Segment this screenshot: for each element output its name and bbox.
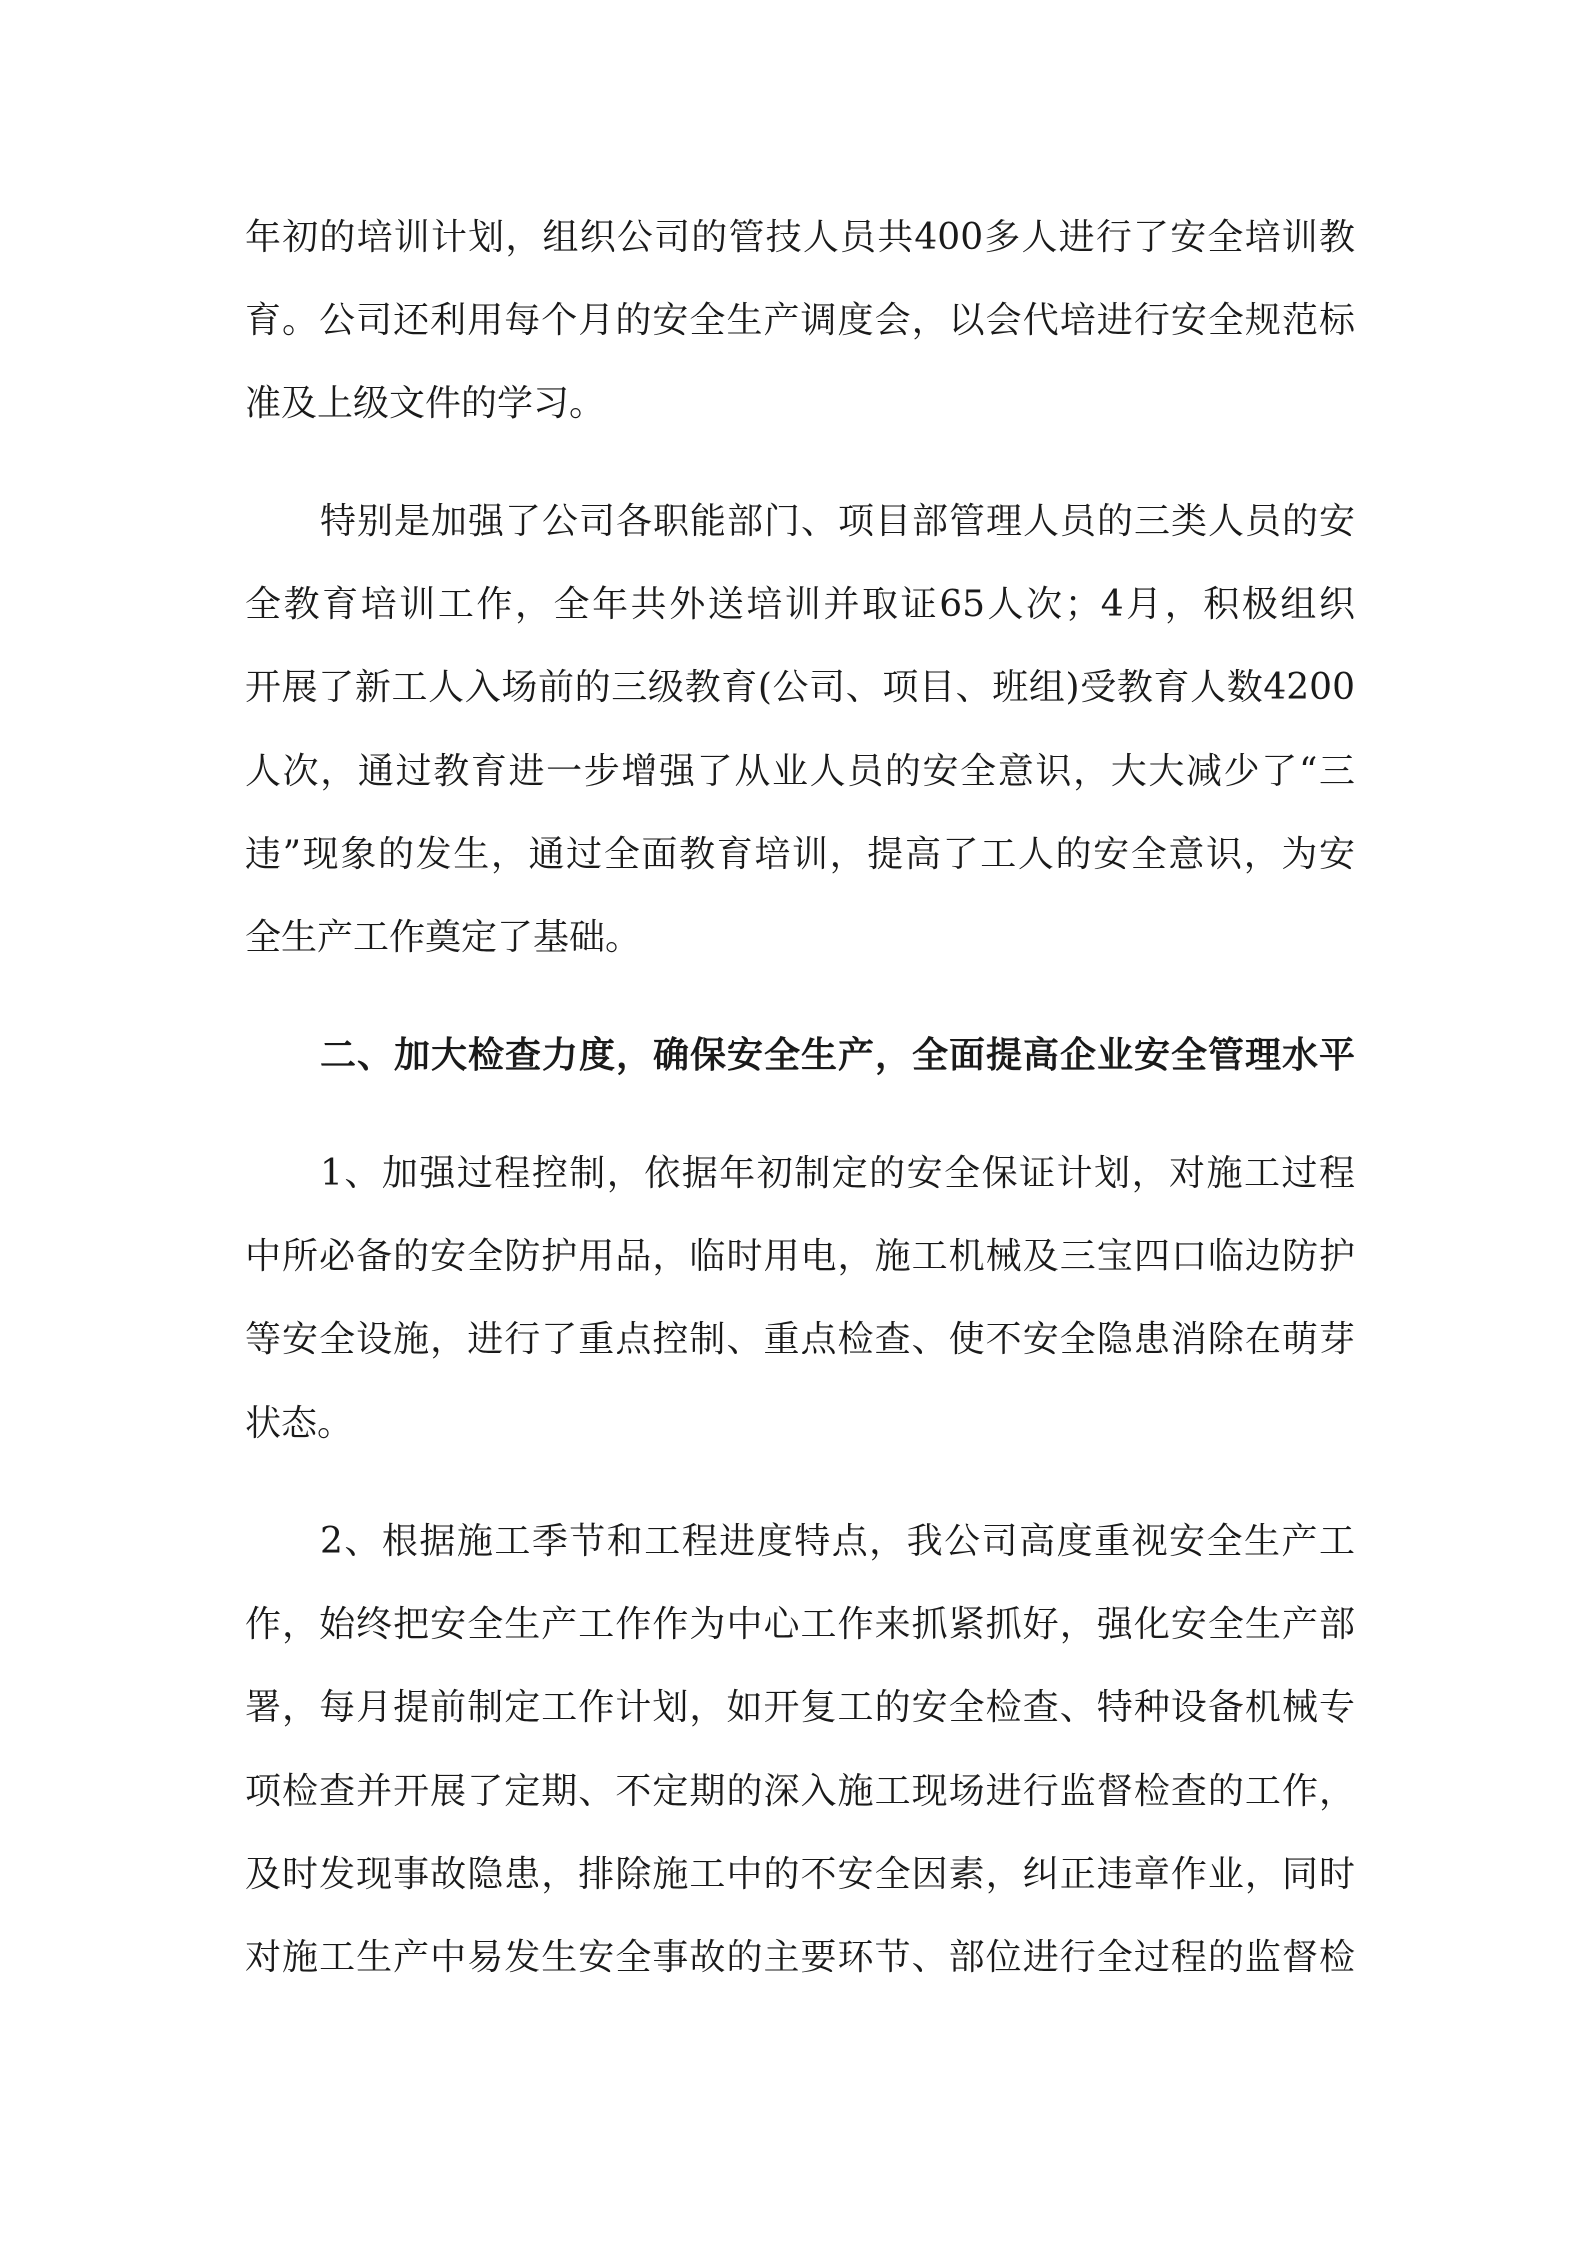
paragraph-1-line-3: 准及上级文件的学习。 bbox=[245, 383, 606, 424]
paragraph-2-line-1: 特别是加强了公司各职能部门、项目部管理人员的三类人员的安 bbox=[320, 501, 1355, 542]
paragraph-3-line-2: 中所必备的安全防护用品，临时用电，施工机械及三宝四口临边防护 bbox=[245, 1236, 1355, 1277]
section-heading: 二、加大检查力度，确保安全生产，全面提高企业安全管理水平 bbox=[320, 1034, 1355, 1076]
paragraph-3-line-3: 等安全设施，进行了重点控制、重点检查、使不安全隐患消除在萌芽 bbox=[245, 1319, 1355, 1360]
paragraph-4-line-6: 对施工生产中易发生安全事故的主要环节、部位进行全过程的监督检 bbox=[245, 1937, 1355, 1978]
paragraph-3-line-1: 1、加强过程控制，依据年初制定的安全保证计划，对施工过程 bbox=[320, 1153, 1355, 1194]
paragraph-2-line-2: 全教育培训工作，全年共外送培训并取证65人次；4月，积极组织 bbox=[245, 584, 1355, 625]
paragraph-4-line-4: 项检查并开展了定期、不定期的深入施工现场进行监督检查的工作， bbox=[245, 1771, 1355, 1812]
paragraph-4-line-1: 2、根据施工季节和工程进度特点，我公司高度重视安全生产工 bbox=[320, 1521, 1355, 1562]
paragraph-3-line-4: 状态。 bbox=[245, 1403, 354, 1444]
paragraph-2-line-4: 人次，通过教育进一步增强了从业人员的安全意识，大大减少了“三 bbox=[245, 751, 1355, 792]
paragraph-4-line-2: 作，始终把安全生产工作作为中心工作来抓紧抓好，强化安全生产部 bbox=[245, 1604, 1355, 1645]
paragraph-1-line-2: 育。公司还利用每个月的安全生产调度会，以会代培进行安全规范标 bbox=[245, 300, 1355, 341]
paragraph-4-line-3: 署，每月提前制定工作计划，如开复工的安全检查、特种设备机械专 bbox=[245, 1687, 1355, 1728]
paragraph-2-line-6: 全生产工作奠定了基础。 bbox=[245, 917, 642, 958]
paragraph-2-line-3: 开展了新工人入场前的三级教育(公司、项目、班组)受教育人数4200 bbox=[245, 667, 1355, 708]
paragraph-4-line-5: 及时发现事故隐患，排除施工中的不安全因素，纠正违章作业，同时 bbox=[245, 1854, 1355, 1895]
paragraph-2-line-5: 违”现象的发生，通过全面教育培训，提高了工人的安全意识，为安 bbox=[245, 834, 1355, 875]
paragraph-1-line-1: 年初的培训计划，组织公司的管技人员共400多人进行了安全培训教 bbox=[245, 217, 1355, 258]
